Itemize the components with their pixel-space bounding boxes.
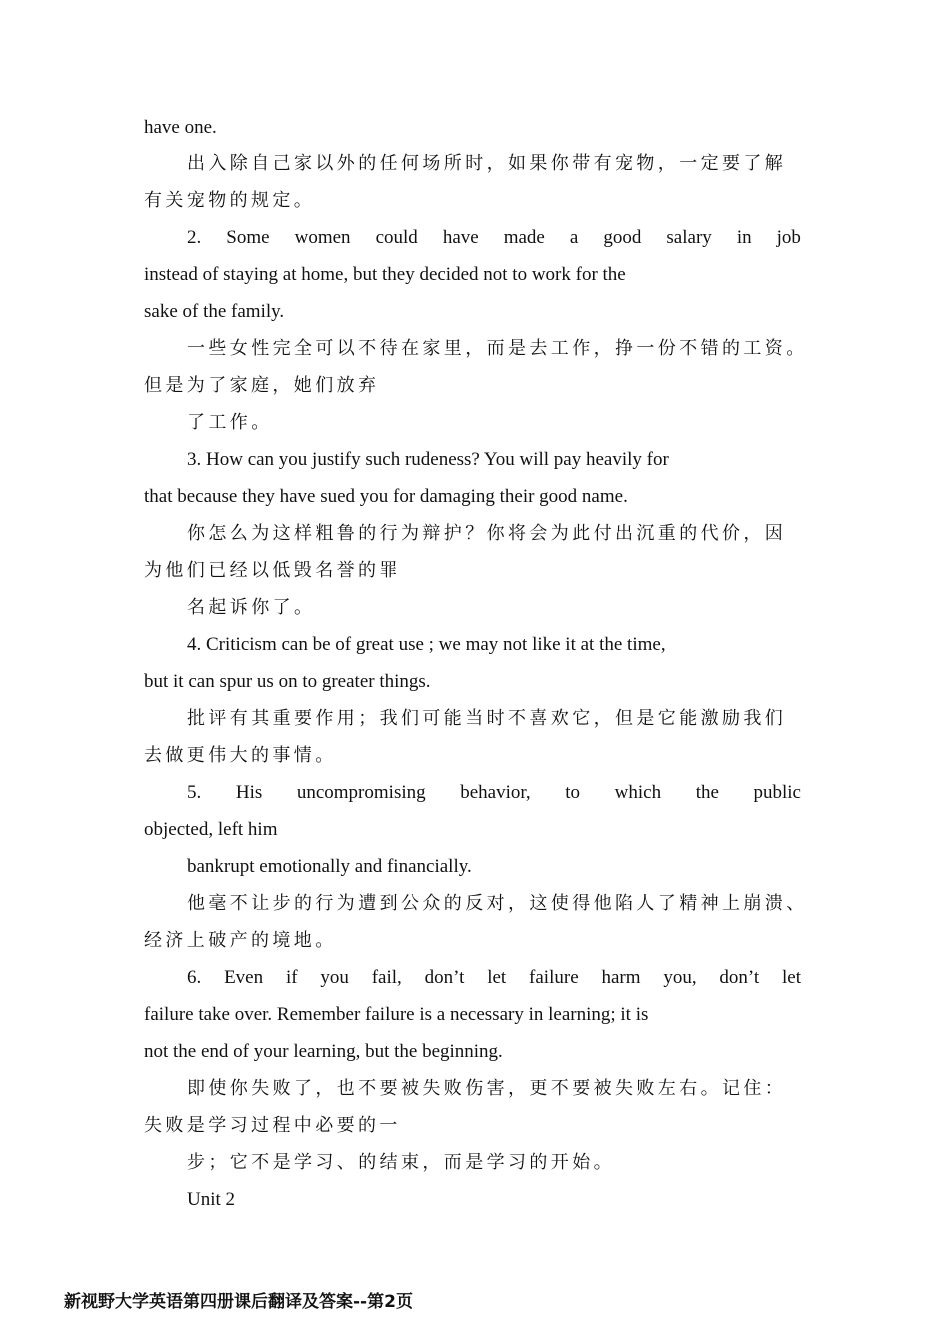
text-line: that because they have sued you for damaging their good name. — [144, 486, 628, 507]
word: 5. — [187, 782, 202, 803]
word: 2. — [187, 227, 202, 248]
text-line: objected, left him — [144, 819, 278, 840]
justified-line — [187, 781, 801, 805]
text-line: instead of staying at home, but they decided not to work for the — [144, 264, 626, 285]
text-line: but it can spur us on to greater things. — [144, 671, 431, 692]
word: Even — [224, 967, 264, 988]
text-line: bankrupt emotionally and financially. — [187, 856, 472, 877]
unit-heading: Unit 2 — [187, 1189, 236, 1210]
text-line: failure take over. Remember failure is a necessary in learning; it is — [144, 1004, 649, 1025]
text-line: 为他们已经以低毁名誉的罪 — [144, 560, 401, 581]
word: you — [320, 967, 349, 988]
text-line: 出入除自己家以外的任何场所时，如果你带有宠物，一定要了解 — [187, 153, 787, 174]
word: women — [294, 227, 351, 248]
text-line: 批评有其重要作用；我们可能当时不喜欢它，但是它能激励我们 — [187, 708, 787, 729]
word: job — [776, 227, 801, 248]
text-line: 了工作。 — [187, 412, 273, 433]
text-line: sake of the family. — [144, 301, 285, 322]
text-line: 一些女性完全可以不待在家里，而是去工作，挣一份不错的工资。 — [187, 338, 808, 359]
text-line: 3. How can you justify such rudeness? You will pay heavily for — [187, 449, 669, 470]
word: public — [753, 782, 801, 803]
text-line: not the end of your learning, but the beginning. — [144, 1041, 503, 1062]
word: harm — [601, 967, 641, 988]
word: behavior, — [460, 782, 531, 803]
text-line: 即使你失败了，也不要被失败伤害，更不要被失败左右。记住： — [187, 1078, 787, 1099]
word: don’t — [719, 967, 760, 988]
word: failure — [529, 967, 579, 988]
word: Some — [226, 227, 270, 248]
word: don’t — [424, 967, 465, 988]
text-line: have one. — [144, 117, 217, 138]
text-line: 他毫不让步的行为遭到公众的反对，这使得他陷人了精神上崩溃、 — [187, 893, 808, 914]
word: a — [569, 227, 579, 248]
word: good — [603, 227, 642, 248]
word: 6. — [187, 967, 202, 988]
justified-line — [187, 226, 801, 250]
word: could — [375, 227, 418, 248]
word: you, — [663, 967, 697, 988]
word: let — [782, 967, 801, 988]
word: let — [487, 967, 507, 988]
word: fail, — [371, 967, 402, 988]
justified-line — [187, 966, 801, 990]
text-line: 失败是学习过程中必要的一 — [144, 1115, 401, 1136]
text-line: 名起诉你了。 — [187, 597, 316, 618]
word: uncompromising — [296, 782, 426, 803]
text-line: 经济上破产的境地。 — [144, 930, 337, 951]
text-line: 去做更伟大的事情。 — [144, 745, 337, 766]
word: made — [503, 227, 545, 248]
word: His — [235, 782, 263, 803]
text-line: 步；它不是学习、的结束，而是学习的开始。 — [187, 1152, 615, 1173]
word: in — [736, 227, 752, 248]
text-line: 4. Criticism can be of great use ; we may not like it at the time, — [187, 634, 666, 655]
word: the — [695, 782, 719, 803]
page-footer: 新视野大学英语第四册课后翻译及答案--第2页 — [64, 1292, 413, 1312]
text-line: 你怎么为这样粗鲁的行为辩护？你将会为此付出沉重的代价，因 — [187, 523, 787, 544]
word: have — [442, 227, 479, 248]
text-line: 但是为了家庭，她们放弃 — [144, 375, 380, 396]
word: salary — [666, 227, 712, 248]
word: which — [614, 782, 662, 803]
word: if — [285, 967, 298, 988]
text-line: 有关宠物的规定。 — [144, 190, 316, 211]
word: to — [565, 782, 581, 803]
